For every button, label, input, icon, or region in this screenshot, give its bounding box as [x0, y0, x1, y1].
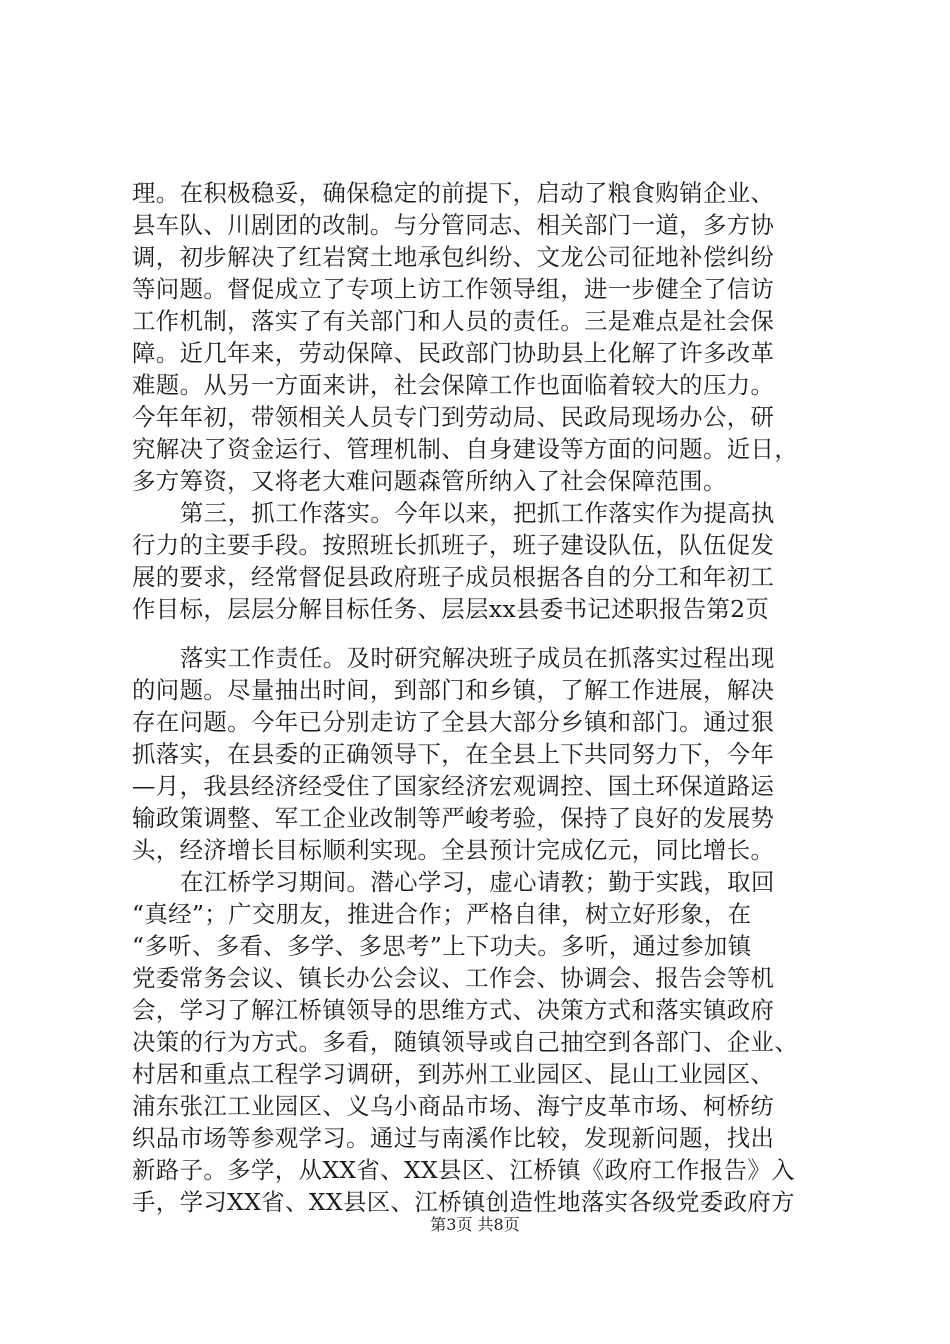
text-line: 难题。从另一方面来讲，社会保障工作也面临着较大的压力。 — [132, 371, 775, 399]
text-line: 障。近几年来，劳动保障、民政部门协助县上化解了许多改革 — [132, 339, 775, 367]
text-line: 头，经济增长目标顺利实现。全县预计完成亿元，同比增长。 — [132, 836, 775, 864]
text-line: 会，学习了解江桥镇领导的思维方式、决策方式和落实镇政府 — [132, 996, 775, 1024]
text-line: 今年年初，带领相关人员专门到劳动局、民政局现场办公，研 — [132, 403, 775, 431]
text-line: 作目标，层层分解目标任务、层层xx县委书记述职报告第2页 — [132, 595, 770, 623]
text-line: 决策的行为方式。多看，随镇领导或自己抽空到各部门、企业、 — [132, 1028, 799, 1056]
text-line: 党委常务会议、镇长办公会议、工作会、协调会、报告会等机 — [132, 964, 775, 992]
text-line: 在江桥学习期间。潜心学习，虚心请教；勤于实践，取回 — [180, 868, 775, 896]
text-line: 工作机制，落实了有关部门和人员的责任。三是难点是社会保 — [132, 307, 775, 335]
text-line: 调，初步解决了红岩窝土地承包纠纷、文龙公司征地补偿纠纷 — [132, 243, 775, 271]
text-line: 织品市场等参观学习。通过与南溪作比较，发现新问题，找出 — [132, 1124, 775, 1152]
text-line: 理。在积极稳妥，确保稳定的前提下，启动了粮食购销企业、 — [132, 179, 775, 207]
text-line: 抓落实，在县委的正确领导下，在全县上下共同努力下，今年 — [132, 740, 775, 768]
text-line: 第三，抓工作落实。今年以来，把抓工作落实作为提高执 — [180, 499, 775, 527]
text-line: 的问题。尽量抽出时间，到部门和乡镇，了解工作进展，解决 — [132, 676, 775, 704]
text-line: 手，学习XX省、XX县区、江桥镇创造性地落实各级党委政府方 — [132, 1188, 795, 1216]
text-line: 村居和重点工程学习调研，到苏州工业园区、昆山工业园区、 — [132, 1060, 775, 1088]
text-line: 等问题。督促成立了专项上访工作领导组，进一步健全了信访 — [132, 275, 775, 303]
text-line: 存在问题。今年已分别走访了全县大部分乡镇和部门。通过狠 — [132, 708, 775, 736]
text-line: “真经”；广交朋友，推进合作；严格自律，树立好形象，在 — [132, 900, 752, 928]
text-line: 浦东张江工业园区、义乌小商品市场、海宁皮革市场、柯桥纺 — [132, 1092, 775, 1120]
page-footer: 第3页 共8页 — [430, 1215, 520, 1234]
text-line: 落实工作责任。及时研究解决班子成员在抓落实过程出现 — [180, 644, 775, 672]
text-line: 行力的主要手段。按照班长抓班子，班子建设队伍，队伍促发 — [132, 531, 775, 559]
text-line: —月，我县经济经受住了国家经济宏观调控、国土环保道路运 — [132, 772, 775, 800]
text-line: 多方筹资，又将老大难问题森管所纳入了社会保障范围。 — [132, 467, 727, 495]
text-line: 究解决了资金运行、管理机制、自身建设等方面的问题。近日， — [132, 435, 799, 463]
text-line: 新路子。多学，从XX省、XX县区、江桥镇《政府工作报告》入 — [132, 1156, 795, 1184]
text-line: 县车队、川剧团的改制。与分管同志、相关部门一道，多方协 — [132, 211, 775, 239]
text-line: “多听、多看、多学、多思考”上下功夫。多听，通过参加镇 — [132, 932, 752, 960]
text-line: 展的要求，经常督促县政府班子成员根据各自的分工和年初工 — [132, 563, 775, 591]
text-line: 输政策调整、军工企业改制等严峻考验，保持了良好的发展势 — [132, 804, 775, 832]
